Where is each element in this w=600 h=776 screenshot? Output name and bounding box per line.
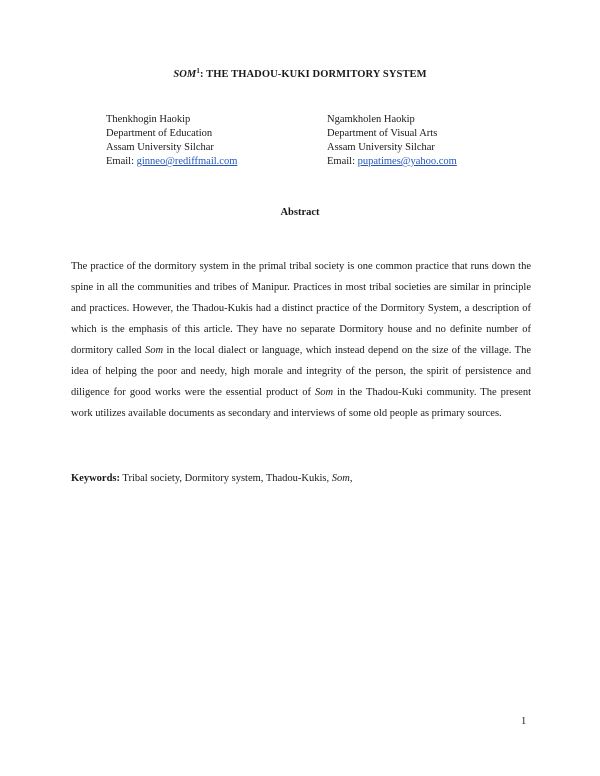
keywords-label: Keywords: [71, 473, 120, 484]
page-number: 1 [521, 716, 527, 727]
email-label: Email: [327, 156, 355, 167]
author-email-line [327, 155, 457, 169]
author-block-1 [106, 113, 237, 169]
abstract-text-1: The practice of the dormitory system in the primal tribal society is one common practice that runs down the spine in all the communities and tribes of Manipur. Practices in most tribal societies are similar in principle and practices. However, the Thadou-Kukis had a distinct practice of the Dormitory System, a description of which is the emphasis of this article. They have no separate Dormitory house and no definite number of dormitory called [71, 261, 531, 356]
abstract-text-2: in the local dialect or language, which instead depend on the size of the village. The idea of helping the poor and needy, high morale and integrity of the person, the spirit of persistence and diligence for good works were the essential product of [71, 345, 532, 398]
keywords-italic: Som [331, 473, 350, 484]
author-email-link[interactable]: pupatimes@yahoo.com [357, 156, 457, 167]
keywords-trailing: , [349, 473, 353, 484]
author-email-link[interactable]: ginneo@rediffmail.com [136, 156, 238, 167]
author-name: Ngamkholen Haokip [327, 114, 415, 125]
author-name: Thenkhogin Haokip [106, 114, 191, 125]
title-italic: SOM [173, 69, 197, 80]
keywords-text: Tribal society, Dormitory system, Thadou-Kukis, [120, 473, 332, 484]
author-email-line [106, 155, 237, 169]
paper-title [0, 67, 600, 80]
abstract-heading: Abstract [280, 207, 320, 218]
abstract-text-3: in the Thadou-Kuki community. The present work utilizes available documents as secondary and interviews of some old people as primary sources. [71, 387, 531, 419]
abstract-italic-2: Som [315, 387, 334, 398]
title-footnote-marker[interactable]: 1 [196, 67, 200, 75]
author-department: Department of Visual Arts [327, 128, 438, 139]
title-rest: : THE THADOU-KUKI DORMITORY SYSTEM [199, 69, 427, 80]
author-university: Assam University Silchar [106, 142, 214, 153]
author-block-2 [327, 113, 457, 169]
abstract-body [71, 256, 531, 424]
keywords-line [71, 473, 531, 484]
abstract-italic-1: Som [144, 345, 164, 356]
email-label: Email: [106, 156, 134, 167]
author-university: Assam University Silchar [327, 142, 435, 153]
author-department: Department of Education [106, 128, 213, 139]
